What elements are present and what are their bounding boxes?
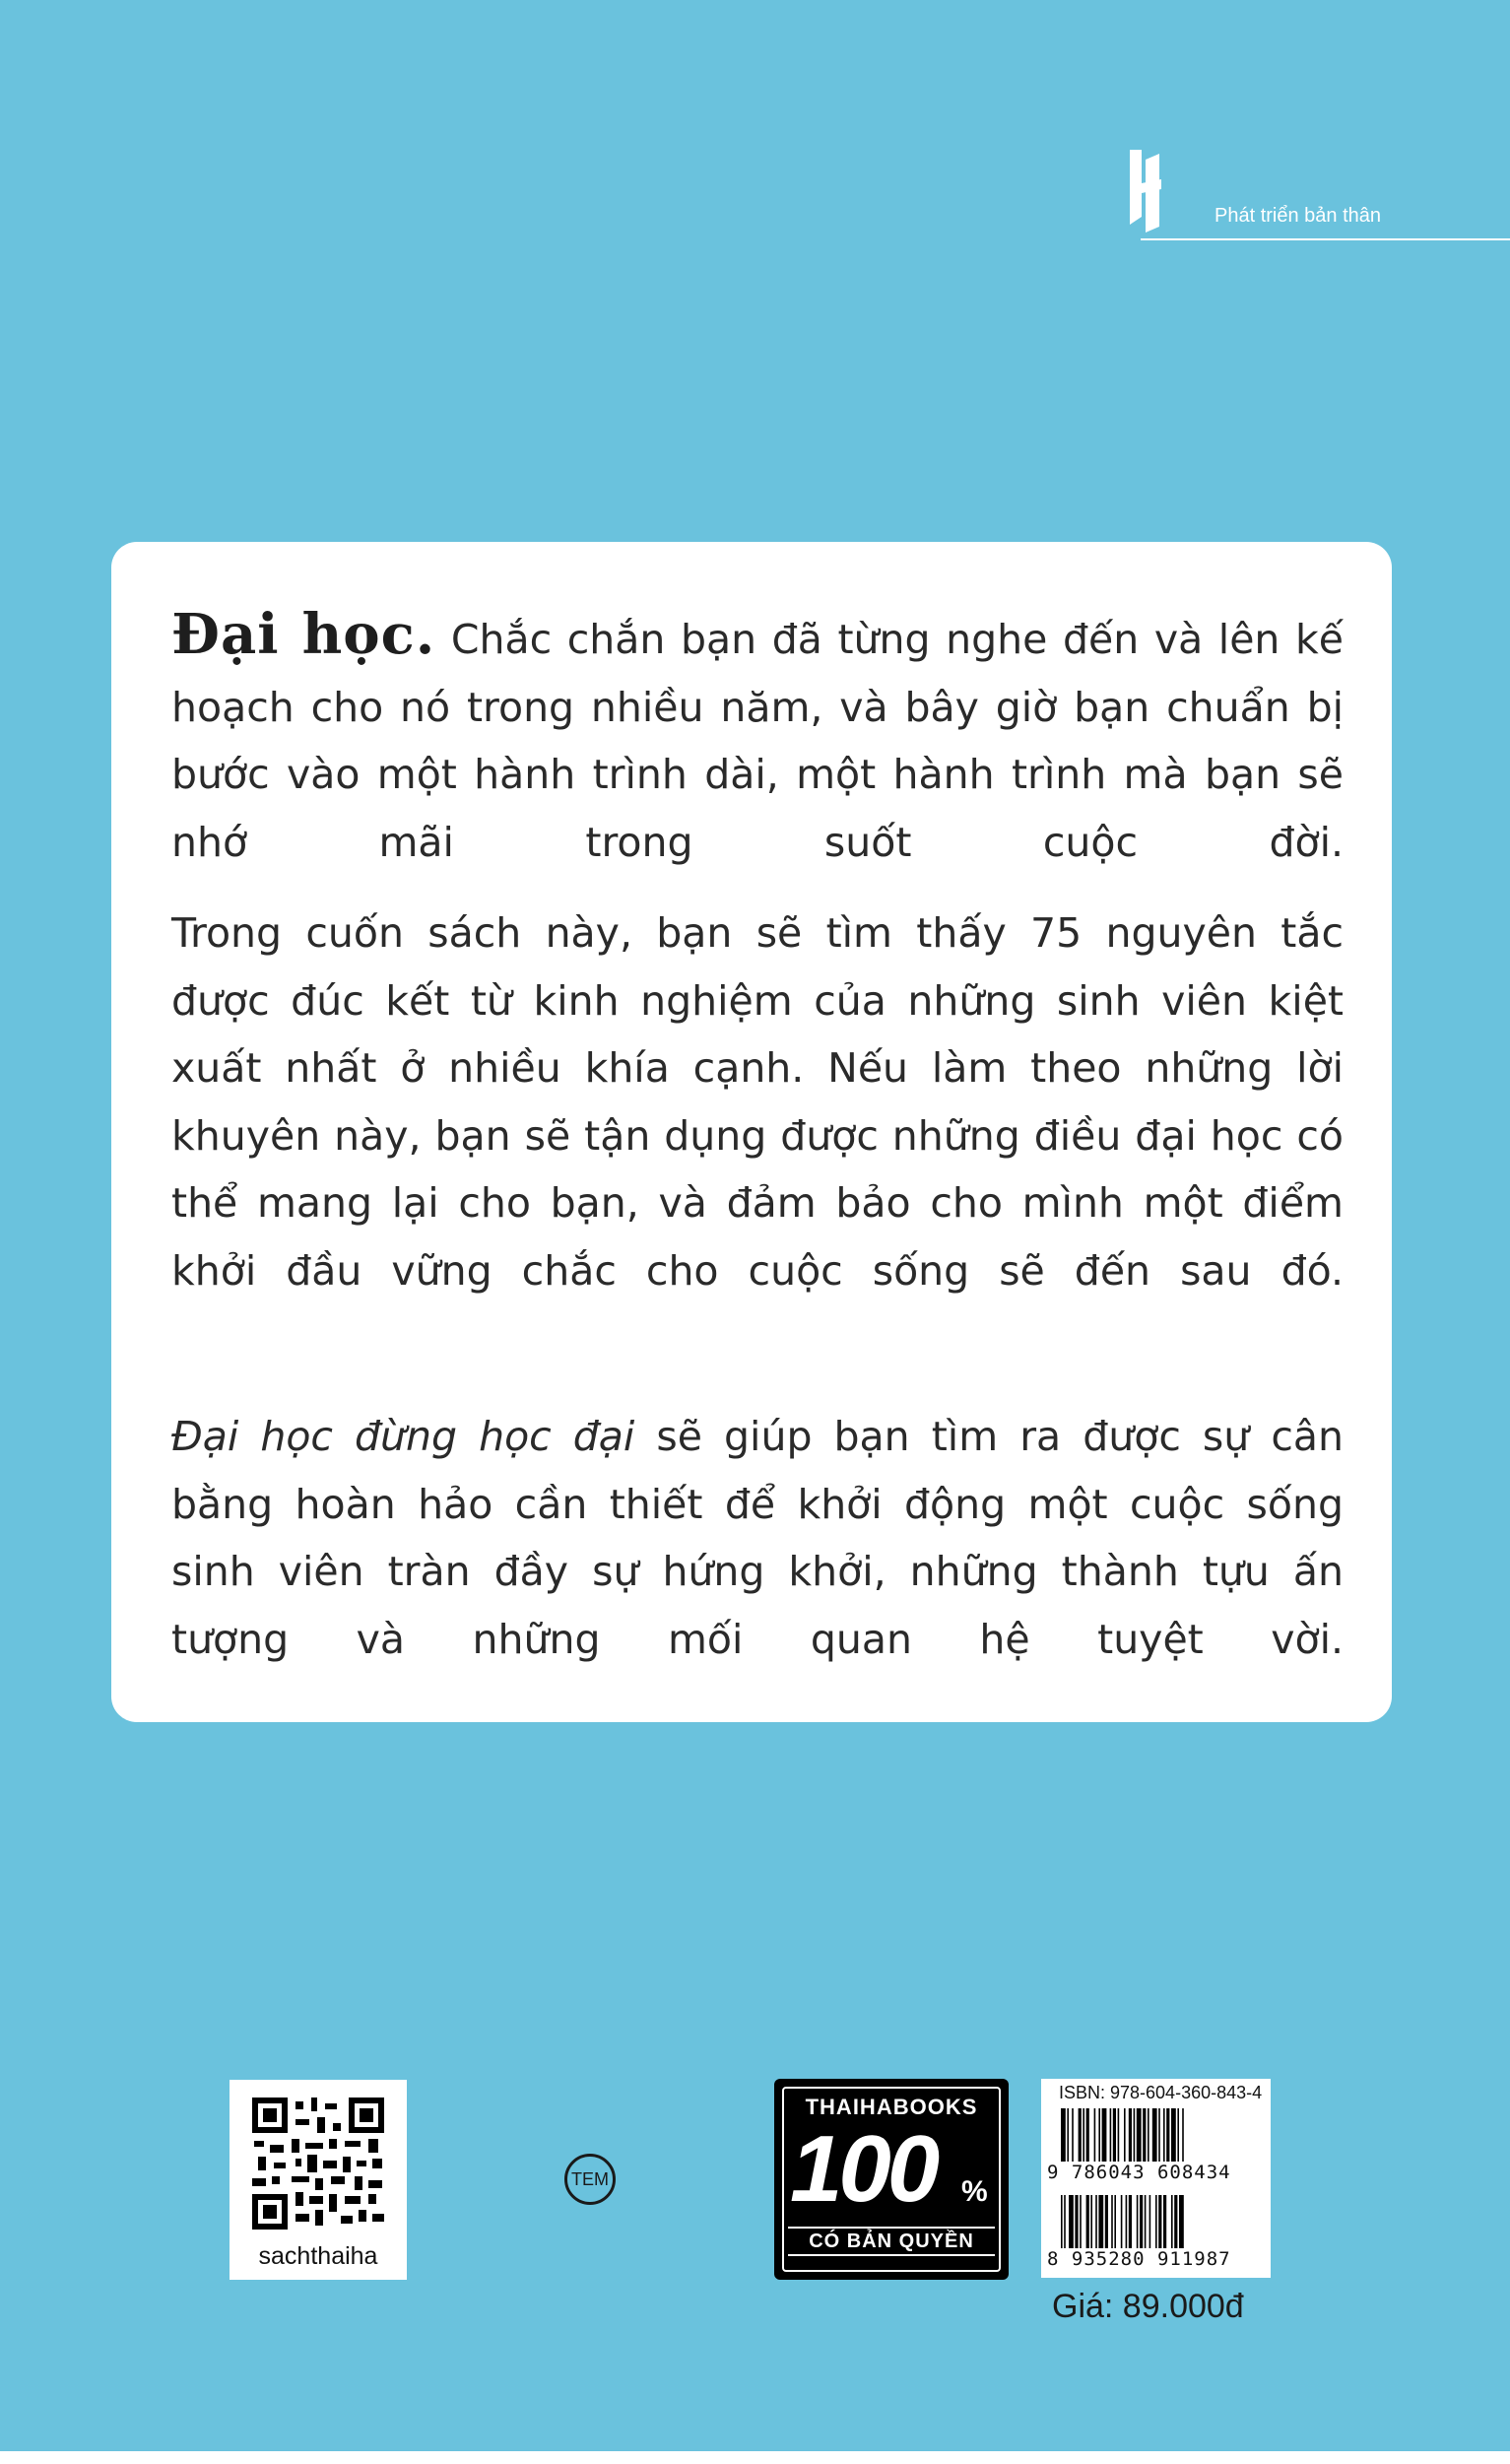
isbn-label: ISBN: 978-604-360-843-4	[1059, 2083, 1263, 2102]
book-title: Đại học đừng học đại	[171, 1413, 635, 1460]
product-barcode-icon	[1061, 2195, 1258, 2248]
badge-percent: %	[961, 2175, 988, 2208]
price-label: Giá: 89.000đ	[1052, 2288, 1244, 2325]
product-digits: 8 935280 911987	[1047, 2248, 1231, 2270]
qr-label: sachthaiha	[258, 2242, 378, 2270]
paragraph-1-text: Chắc chắn bạn đã từng nghe đến và lên kế hoạch cho nó trong nhiều năm, và bây giờ bạn chuẩn bị bước vào một hành trình dài, một hành trình mà bạn sẽ nhớ mãi trong suốt cuộc đời.	[171, 616, 1344, 866]
paragraph-3-text: sẽ giúp bạn tìm ra được sự cân bằng hoàn hảo cần thiết để khởi động một cuộc sống sinh viên tràn đầy sự hứng khởi, những thành tựu ấn tượng và những mối quan hệ tuyệt vời.	[171, 1413, 1344, 1663]
copyright-badge	[774, 2079, 1009, 2280]
publisher-logo	[1128, 148, 1510, 246]
badge-subtitle: CÓ BẢN QUYỀN	[788, 2227, 995, 2256]
badge-brand: THAIHABOOKS	[805, 2095, 978, 2119]
lead-word: Đại học.	[171, 602, 436, 667]
qr-code-block[interactable]	[230, 2080, 407, 2280]
isbn-barcode-icon	[1061, 2108, 1258, 2162]
biz-logo-icon	[1128, 148, 1207, 236]
barcode-block	[1041, 2079, 1271, 2278]
description-paragraph-1	[171, 601, 1344, 876]
logo-rule	[1141, 238, 1510, 240]
badge-number: 100	[790, 2116, 937, 2222]
series-label: Phát triển bản thân	[1215, 205, 1382, 227]
description-paragraph-3	[171, 1403, 1344, 1673]
bottom-strip	[0, 2451, 1510, 2464]
isbn-digits: 9 786043 608434	[1047, 2162, 1231, 2183]
qr-code-icon	[252, 2098, 384, 2230]
tem-seal: TEM	[564, 2154, 616, 2205]
description-paragraph-2: Trong cuốn sách này, bạn sẽ tìm thấy 75 nguyên tắc được đúc kết từ kinh nghiệm của những sinh viên kiệt xuất nhất ở nhiều khía cạnh. Nếu làm theo những lời khuyên này, bạn sẽ tận dụng được những điều đại học có thể mang lại cho bạn, và đảm bảo cho mình một điểm khởi đầu vững chắc cho cuộc sống sẽ đến sau đó.	[171, 909, 1344, 1295]
